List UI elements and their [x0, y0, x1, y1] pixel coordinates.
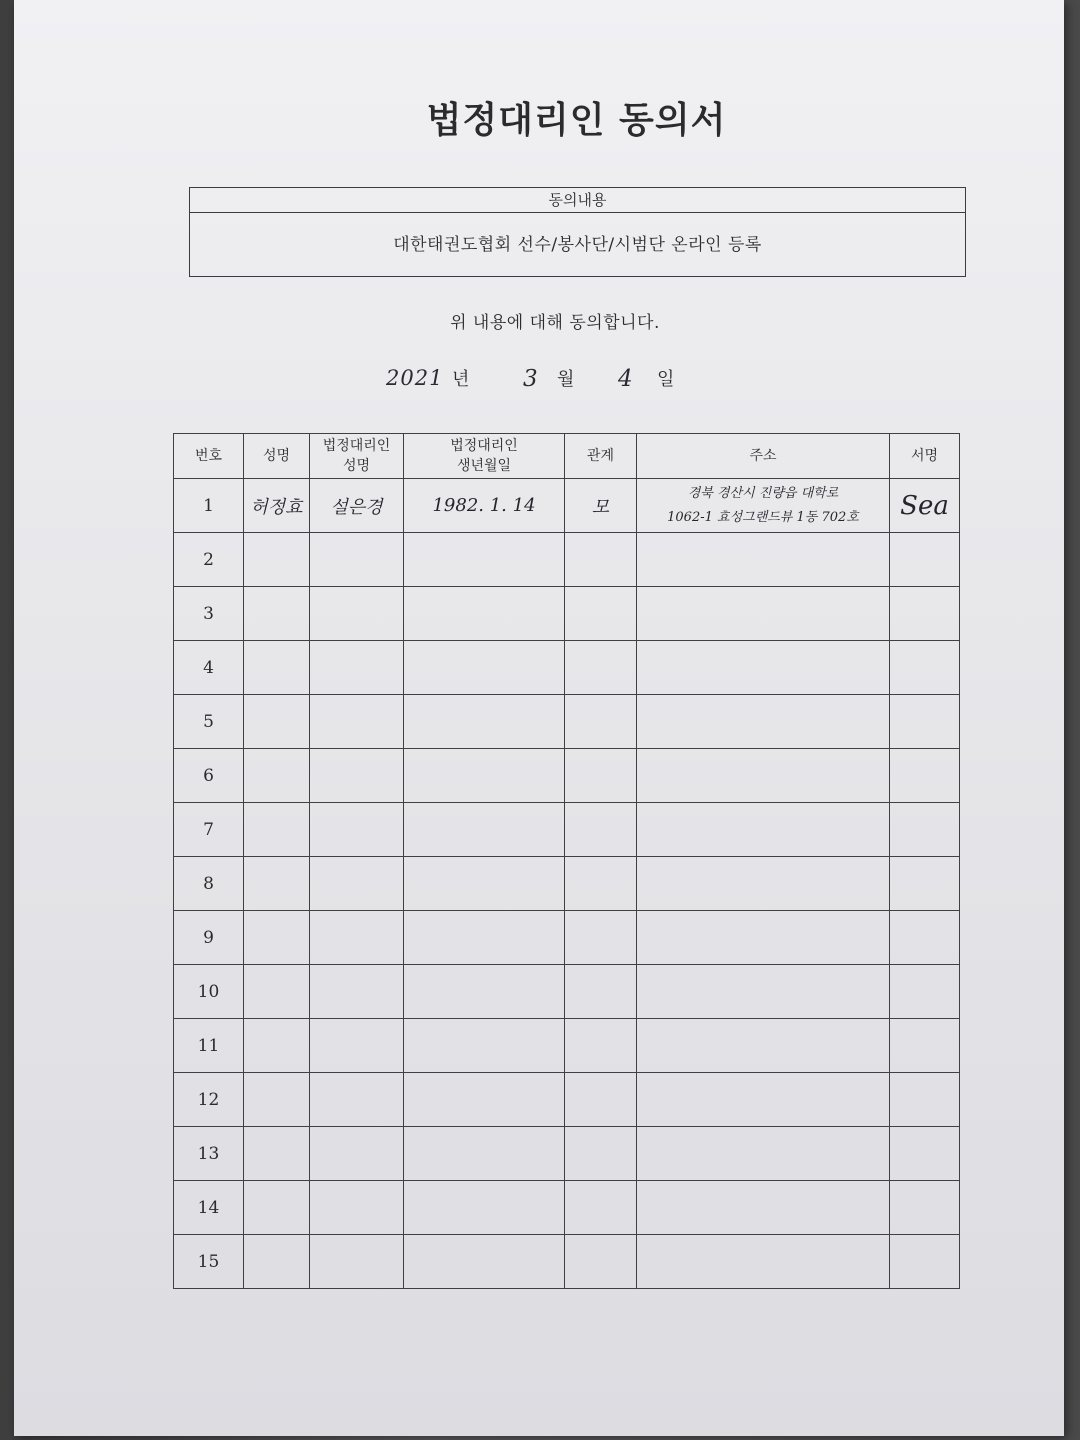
relation-cell: [565, 1181, 637, 1235]
relation-cell: [565, 1019, 637, 1073]
signature-cell: [890, 1019, 960, 1073]
student-name-cell: [244, 965, 310, 1019]
relation-cell: 모: [565, 479, 637, 533]
address-cell: [637, 803, 890, 857]
table-row: [174, 1235, 960, 1289]
signature-cell: [890, 479, 960, 533]
signature-cell: [890, 1073, 960, 1127]
signature-cell: [890, 587, 960, 641]
relation-cell: [565, 911, 637, 965]
consent-content-header: 동의내용: [190, 188, 965, 213]
header-guardian-name: 법정대리인 성명: [310, 434, 404, 479]
table-row: [174, 911, 960, 965]
guardian-birthdate-cell: [404, 1019, 565, 1073]
guardian-birthdate-cell: [404, 587, 565, 641]
header-number: 번호: [174, 434, 244, 479]
guardian-name-cell: [310, 857, 404, 911]
row-number: 5: [174, 695, 244, 749]
date-month-label: 월: [557, 369, 575, 390]
agreement-statement: 위 내용에 대해 동의합니다.: [450, 313, 660, 333]
table-row: [174, 533, 960, 587]
guardian-birthdate-cell: [404, 1235, 565, 1289]
table-row: [174, 479, 960, 533]
student-name-cell: [244, 1073, 310, 1127]
guardian-consent-table: [173, 433, 960, 1289]
guardian-birthdate-cell: [404, 1181, 565, 1235]
guardian-birthdate-cell: [404, 1127, 565, 1181]
relation-cell: [565, 1073, 637, 1127]
student-name-cell: [244, 911, 310, 965]
row-number: 14: [174, 1181, 244, 1235]
address-cell: [637, 1073, 890, 1127]
row-number: 6: [174, 749, 244, 803]
row-number: 8: [174, 857, 244, 911]
guardian-birthdate-cell: 1982. 1. 14: [404, 479, 565, 533]
date-month-handwritten: 3: [523, 366, 539, 392]
table-row: [174, 1019, 960, 1073]
table-row: [174, 1181, 960, 1235]
guardian-name-cell: [310, 749, 404, 803]
guardian-birthdate-cell: [404, 911, 565, 965]
address-cell: [637, 641, 890, 695]
signature-cell: [890, 533, 960, 587]
guardian-name-cell: [310, 533, 404, 587]
document-title: 법정대리인 동의서: [426, 100, 727, 141]
guardian-birthdate-cell: [404, 857, 565, 911]
header-address: 주소: [637, 434, 890, 479]
guardian-name-cell: [310, 1235, 404, 1289]
table-row: [174, 641, 960, 695]
address-cell: [637, 911, 890, 965]
guardian-name-cell: 설은경: [310, 479, 404, 533]
signature-cell: [890, 965, 960, 1019]
student-name-cell: [244, 1235, 310, 1289]
table-row: [174, 695, 960, 749]
student-name-cell: 허정효: [244, 479, 310, 533]
signature-cell: [890, 1127, 960, 1181]
date-year-handwritten: 2021: [386, 366, 444, 390]
guardian-name-cell: [310, 1073, 404, 1127]
address-cell: [637, 479, 890, 533]
relation-cell: [565, 749, 637, 803]
date-day-label: 일: [657, 369, 675, 390]
table-row: [174, 803, 960, 857]
address-cell: [637, 749, 890, 803]
guardian-name-cell: [310, 587, 404, 641]
table-body: [174, 479, 960, 1289]
student-name-cell: [244, 749, 310, 803]
relation-cell: [565, 533, 637, 587]
header-guardian-birthdate: 법정대리인 생년월일: [404, 434, 565, 479]
row-number: 13: [174, 1127, 244, 1181]
row-number: 3: [174, 587, 244, 641]
guardian-name-cell: [310, 695, 404, 749]
relation-cell: [565, 1127, 637, 1181]
relation-cell: [565, 857, 637, 911]
student-name-cell: [244, 695, 310, 749]
relation-cell: [565, 803, 637, 857]
guardian-birthdate-cell: [404, 533, 565, 587]
relation-cell: [565, 695, 637, 749]
guardian-birthdate-cell: [404, 803, 565, 857]
row-number: 4: [174, 641, 244, 695]
date-year-label: 년: [452, 369, 470, 390]
student-name-cell: [244, 803, 310, 857]
handwritten-signature: Sea: [900, 490, 949, 521]
table-row: [174, 857, 960, 911]
header-signature: 서명: [890, 434, 960, 479]
row-number: 12: [174, 1073, 244, 1127]
relation-cell: [565, 587, 637, 641]
address-cell: [637, 1127, 890, 1181]
row-number: 1: [174, 479, 244, 533]
address-cell: [637, 1019, 890, 1073]
row-number: 11: [174, 1019, 244, 1073]
signature-cell: [890, 1235, 960, 1289]
address-cell: [637, 533, 890, 587]
relation-cell: [565, 641, 637, 695]
signature-cell: [890, 1181, 960, 1235]
row-number: 9: [174, 911, 244, 965]
guardian-name-cell: [310, 1127, 404, 1181]
address-cell: [637, 587, 890, 641]
guardian-name-cell: [310, 965, 404, 1019]
address-cell: [637, 965, 890, 1019]
relation-cell: [565, 965, 637, 1019]
student-name-cell: [244, 1127, 310, 1181]
signature-cell: [890, 695, 960, 749]
header-name: 성명: [244, 434, 310, 479]
signature-cell: [890, 749, 960, 803]
guardian-name-cell: [310, 1019, 404, 1073]
table-row: [174, 965, 960, 1019]
consent-content-body: 대한태권도협회 선수/봉사단/시범단 온라인 등록: [393, 235, 762, 255]
guardian-birthdate-cell: [404, 749, 565, 803]
row-number: 10: [174, 965, 244, 1019]
guardian-name-cell: [310, 1181, 404, 1235]
signature-cell: [890, 641, 960, 695]
guardian-birthdate-cell: [404, 1073, 565, 1127]
relation-cell: [565, 1235, 637, 1289]
signature-cell: [890, 911, 960, 965]
student-name-cell: [244, 587, 310, 641]
table-header-row: [174, 434, 960, 479]
student-name-cell: [244, 641, 310, 695]
row-number: 2: [174, 533, 244, 587]
address-line-2: 1062-1 효성그랜드뷰 1동 702호: [667, 509, 859, 525]
address-line-1: 경북 경산시 진량읍 대학로: [687, 485, 839, 501]
table-row: [174, 587, 960, 641]
table-row: [174, 1073, 960, 1127]
guardian-name-cell: [310, 911, 404, 965]
consent-content-box: [189, 187, 966, 277]
student-name-cell: [244, 1181, 310, 1235]
table-row: [174, 1127, 960, 1181]
guardian-birthdate-cell: [404, 641, 565, 695]
guardian-birthdate-cell: [404, 965, 565, 1019]
address-cell: [637, 857, 890, 911]
signature-cell: [890, 803, 960, 857]
address-cell: [637, 1235, 890, 1289]
header-relation: 관계: [565, 434, 637, 479]
student-name-cell: [244, 533, 310, 587]
student-name-cell: [244, 857, 310, 911]
signature-cell: [890, 857, 960, 911]
row-number: 7: [174, 803, 244, 857]
date-day-handwritten: 4: [618, 366, 634, 392]
table-row: [174, 749, 960, 803]
address-cell: [637, 695, 890, 749]
guardian-name-cell: [310, 641, 404, 695]
guardian-name-cell: [310, 803, 404, 857]
row-number: 15: [174, 1235, 244, 1289]
address-cell: [637, 1181, 890, 1235]
student-name-cell: [244, 1019, 310, 1073]
guardian-birthdate-cell: [404, 695, 565, 749]
